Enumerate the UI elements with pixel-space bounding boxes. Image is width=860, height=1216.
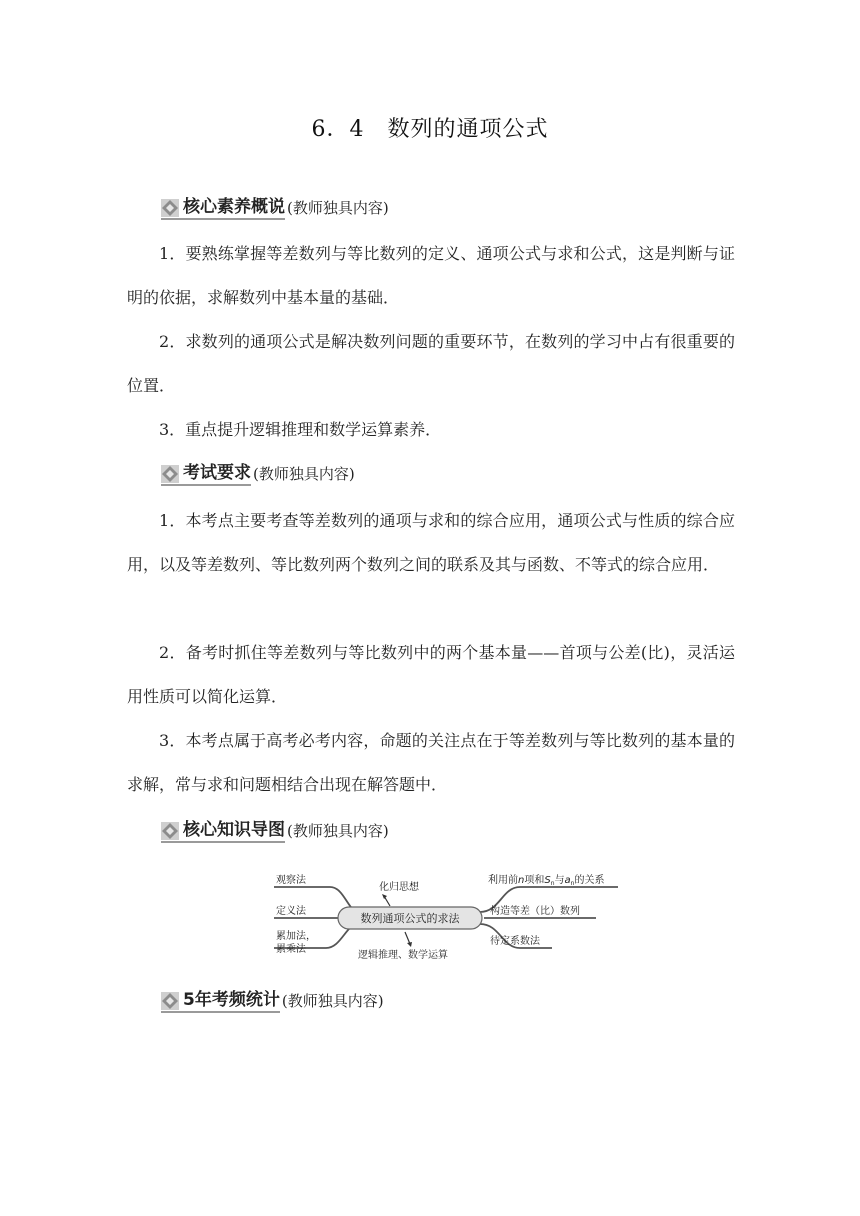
section-exam-heading — [161, 458, 355, 486]
section-stats-heading — [161, 985, 384, 1013]
mindmap-right-3: 待定系数法 — [490, 936, 540, 947]
core-paragraph-2: 2．求数列的通项公式是解决数列问题的重要环节，在数列的学习中占有很重要的位置． — [127, 332, 735, 395]
diamond-pattern-icon — [161, 199, 179, 217]
mindmap-right-1: 利用前n项和$S_n$与$a_n$的关系 — [488, 875, 605, 887]
section-core-note: (教师独具内容) — [287, 199, 389, 217]
section-core-heading — [161, 192, 389, 220]
diamond-pattern-icon — [161, 992, 179, 1010]
diamond-pattern-icon — [161, 465, 179, 483]
knowledge-mindmap — [270, 862, 620, 966]
mindmap-left-4: 累乘法 — [276, 944, 306, 955]
section-exam-label: 考试要求 — [183, 463, 251, 483]
section-mindmap-label: 核心知识导图 — [183, 820, 285, 840]
core-paragraph-3: 3．重点提升逻辑推理和数学运算素养． — [159, 420, 442, 439]
mindmap-right-2: 构造等差（比）数列 — [490, 906, 580, 917]
exam-paragraph-2: 2．备考时抓住等差数列与等比数列中的两个基本量——首项与公差(比)，灵活运用性质可以简化运算． — [127, 643, 735, 706]
mindmap-left-1: 观察法 — [276, 875, 306, 886]
section-exam-note: (教师独具内容) — [253, 465, 355, 483]
exam-paragraph-1: 1．本考点主要考查等差数列的通项与求和的综合应用，通项公式与性质的综合应用，以及等差数列、等比数列两个数列之间的联系及其与函数、不等式的综合应用． — [127, 511, 735, 574]
section-core-label: 核心素养概说 — [183, 197, 285, 217]
mindmap-left-2: 定义法 — [276, 906, 306, 917]
section-stats-label: 5年考频统计 — [183, 990, 280, 1010]
mindmap-center: 数列通项公式的求法 — [360, 912, 460, 925]
mindmap-top: 化归思想 — [379, 882, 419, 893]
section-mindmap-heading — [161, 815, 389, 843]
diamond-pattern-icon — [161, 822, 179, 840]
mindmap-bottom: 逻辑推理、数学运算 — [358, 950, 448, 961]
exam-paragraph-3: 3．本考点属于高考必考内容，命题的关注点在于等差数列与等比数列的基本量的求解，常与求和问题相结合出现在解答题中． — [127, 731, 735, 794]
core-paragraph-1: 1．要熟练掌握等差数列与等比数列的定义、通项公式与求和公式，这是判断与证明的依据，求解数列中基本量的基础． — [127, 244, 735, 307]
page-title: 6．4 数列的通项公式 — [311, 117, 549, 142]
section-mindmap-note: (教师独具内容) — [287, 822, 389, 840]
section-stats-note: (教师独具内容) — [281, 992, 384, 1010]
mindmap-left-3: 累加法， — [276, 931, 316, 942]
